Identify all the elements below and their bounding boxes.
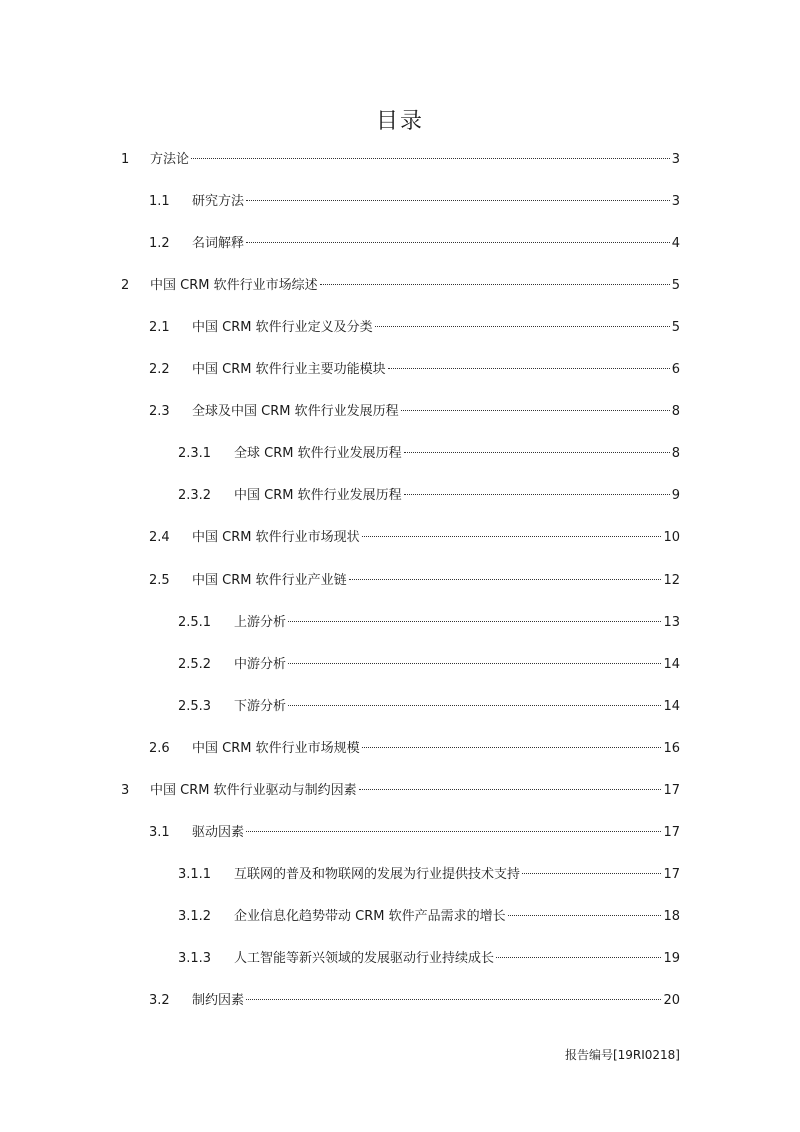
- toc-entry-page: 8: [671, 404, 680, 420]
- toc-entry[interactable]: [178, 949, 680, 969]
- toc-entry[interactable]: [149, 823, 680, 843]
- toc-entry[interactable]: [149, 739, 680, 759]
- toc-entry-page: 18: [663, 908, 680, 924]
- toc-entry-title: 全球 CRM 软件行业发展历程: [234, 446, 402, 462]
- toc-dot-leader: [288, 621, 661, 622]
- toc-entry[interactable]: [149, 360, 680, 380]
- toc-entry-page: 19: [663, 950, 680, 966]
- toc-entry-page: 14: [663, 698, 680, 714]
- toc-entry-number: 1: [121, 152, 130, 167]
- toc-entry-page: 10: [663, 530, 680, 546]
- toc-entry-page: 8: [671, 446, 680, 462]
- toc-entry-number: 2.3.2: [178, 488, 212, 504]
- toc-dot-leader: [246, 200, 670, 201]
- toc-dot-leader: [362, 536, 662, 537]
- toc-entry-page: 3: [671, 152, 680, 167]
- page-title: 目录: [375, 109, 424, 134]
- toc-entry-page: 3: [671, 194, 680, 210]
- toc-entry-page: 13: [663, 614, 680, 630]
- toc-dot-leader: [404, 494, 670, 495]
- toc-entry-page: 17: [663, 824, 680, 840]
- toc-entry-title: 中国 CRM 软件行业市场现状: [192, 530, 360, 546]
- toc-entry-page: 20: [663, 993, 680, 1008]
- toc-entry-number: 3.1.2: [178, 908, 212, 924]
- toc-entry[interactable]: [178, 907, 680, 927]
- toc-entry-number: 3: [121, 782, 130, 798]
- toc-entry-page: 4: [671, 236, 680, 252]
- toc-dot-leader: [496, 957, 661, 958]
- toc-entry[interactable]: [178, 655, 680, 675]
- toc-entry-title: 中国 CRM 软件行业市场规模: [192, 740, 360, 756]
- toc-entry-number: 2.5: [149, 572, 170, 588]
- toc-entry[interactable]: [178, 613, 680, 633]
- toc-entry[interactable]: [121, 276, 680, 296]
- toc-dot-leader: [349, 579, 662, 580]
- toc-entry-number: 2.5.3: [178, 698, 212, 714]
- toc-entry-title: 名词解释: [192, 236, 245, 252]
- toc-entry[interactable]: [178, 444, 680, 464]
- toc-entry-title: 中国 CRM 软件行业产业链: [192, 572, 347, 588]
- toc-entry-page: 16: [663, 740, 680, 756]
- toc-entry-title: 人工智能等新兴领域的发展驱动行业持续成长: [234, 950, 495, 966]
- toc-entry-title: 企业信息化趋势带动 CRM 软件产品需求的增长: [234, 908, 506, 924]
- toc-dot-leader: [401, 410, 670, 411]
- toc-entry[interactable]: [149, 528, 680, 548]
- toc-dot-leader: [246, 999, 661, 1000]
- toc-dot-leader: [191, 158, 670, 159]
- toc-entry-number: 2.5.2: [178, 656, 212, 672]
- toc-entry-page: 14: [663, 656, 680, 672]
- toc-entry-title: 研究方法: [192, 194, 245, 210]
- toc-dot-leader: [288, 663, 661, 664]
- toc-entry-title: 上游分析: [234, 614, 287, 630]
- toc-dot-leader: [246, 242, 670, 243]
- toc-entry-number: 2.5.1: [178, 614, 212, 630]
- toc-entry-number: 1.2: [149, 236, 170, 252]
- toc-dot-leader: [288, 705, 661, 706]
- toc-entry-page: 5: [671, 278, 680, 294]
- toc-entry[interactable]: [149, 234, 680, 254]
- toc-entry[interactable]: [149, 991, 680, 1011]
- toc-entry-number: 3.1.3: [178, 950, 212, 966]
- toc-dot-leader: [362, 747, 662, 748]
- toc-entry[interactable]: [178, 486, 680, 506]
- toc-entry[interactable]: [178, 865, 680, 885]
- toc-entry-number: 3.2: [149, 993, 170, 1008]
- toc-dot-leader: [522, 873, 661, 874]
- toc-dot-leader: [246, 831, 661, 832]
- toc-entry[interactable]: [121, 150, 680, 170]
- toc-entry-title: 中国 CRM 软件行业定义及分类: [192, 320, 373, 336]
- toc-entry-number: 3.1: [149, 824, 170, 840]
- toc-entry-page: 17: [663, 866, 680, 882]
- toc-entry-number: 3.1.1: [178, 866, 212, 882]
- toc-entry-title: 中国 CRM 软件行业主要功能模块: [192, 362, 386, 378]
- toc-dot-leader: [375, 326, 670, 327]
- toc-entry[interactable]: [149, 402, 680, 422]
- toc-entry-title: 互联网的普及和物联网的发展为行业提供技术支持: [234, 866, 521, 882]
- toc-entry-page: 12: [663, 572, 680, 588]
- toc-entry-number: 2.3: [149, 404, 170, 420]
- toc-dot-leader: [404, 452, 670, 453]
- toc-entry-number: 2: [121, 278, 130, 294]
- toc-entry[interactable]: [149, 318, 680, 338]
- toc-entry-title: 驱动因素: [192, 824, 245, 840]
- toc-entry-number: 2.6: [149, 740, 170, 756]
- toc-dot-leader: [359, 789, 662, 790]
- toc-entry-page: 6: [671, 362, 680, 378]
- toc-entry-page: 9: [671, 488, 680, 504]
- toc-dot-leader: [388, 368, 670, 369]
- toc-entry-title: 中国 CRM 软件行业市场综述: [150, 278, 318, 294]
- toc-entry-page: 5: [671, 320, 680, 336]
- toc-entry-title: 中游分析: [234, 656, 287, 672]
- toc-dot-leader: [320, 284, 670, 285]
- toc-entry-page: 17: [663, 782, 680, 798]
- report-number: 报告编号[19RI0218]: [564, 1048, 680, 1062]
- toc-entry-number: 2.2: [149, 362, 170, 378]
- toc-entry-title: 中国 CRM 软件行业驱动与制约因素: [150, 782, 357, 798]
- toc-entry-number: 2.1: [149, 320, 170, 336]
- toc-entry[interactable]: [149, 192, 680, 212]
- toc-entry[interactable]: [178, 697, 680, 717]
- toc-entry[interactable]: [149, 571, 680, 591]
- toc-entry-number: 2.3.1: [178, 446, 212, 462]
- toc-entry-title: 全球及中国 CRM 软件行业发展历程: [192, 404, 399, 420]
- toc-entry-title: 下游分析: [234, 698, 287, 714]
- toc-entry[interactable]: [121, 781, 680, 801]
- toc-entry-number: 1.1: [149, 194, 170, 210]
- toc-entry-number: 2.4: [149, 530, 170, 546]
- toc-entry-title: 制约因素: [192, 993, 245, 1008]
- toc-entry-title: 方法论: [150, 152, 190, 167]
- toc-dot-leader: [508, 915, 662, 916]
- toc-entry-title: 中国 CRM 软件行业发展历程: [234, 488, 402, 504]
